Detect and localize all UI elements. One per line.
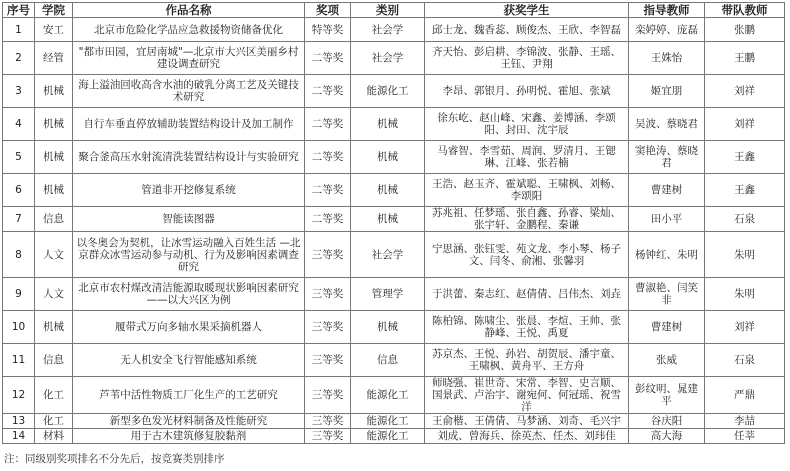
cell-college: 化工 — [35, 377, 73, 414]
cell-students: 苏兆祖、任梦瑶、张自鑫、孙睿、梁灿、张宇轩、金鹏程、秦谦 — [425, 207, 629, 232]
cell-category: 社会学 — [351, 18, 425, 42]
header-college: 学院 — [35, 3, 73, 18]
cell-students: 于洪蕾、秦志红、赵倩倩、吕伟杰、刘垚 — [425, 278, 629, 311]
cell-leader: 任莘 — [705, 429, 785, 444]
cell-leader: 朱明 — [705, 232, 785, 278]
table-row — [3, 141, 785, 174]
cell-no: 3 — [3, 75, 35, 108]
table-row — [3, 174, 785, 207]
cell-no: 1 — [3, 18, 35, 42]
cell-advisor: 高大海 — [629, 429, 705, 444]
cell-college: 信息 — [35, 207, 73, 232]
cell-category: 机械 — [351, 108, 425, 141]
table-row — [3, 414, 785, 429]
cell-leader: 李喆 — [705, 414, 785, 429]
cell-leader: 王鹏 — [705, 42, 785, 75]
cell-award: 二等奖 — [305, 108, 351, 141]
cell-title: 北京市农村煤改清洁能源取暖现状影响因素研究 ——以大兴区为例 — [73, 278, 305, 311]
cell-no: 13 — [3, 414, 35, 429]
cell-advisor: 王姝怡 — [629, 42, 705, 75]
cell-college: 安工 — [35, 18, 73, 42]
cell-students: 陈柏锦、陈啸尘、张晨、李煊、王帅、张静峰、王悦、禹夏 — [425, 311, 629, 344]
cell-award: 三等奖 — [305, 429, 351, 444]
table-row — [3, 232, 785, 278]
cell-advisor: 曹建树 — [629, 174, 705, 207]
cell-no: 5 — [3, 141, 35, 174]
cell-college: 材料 — [35, 429, 73, 444]
cell-no: 8 — [3, 232, 35, 278]
table-row — [3, 311, 785, 344]
cell-leader: 刘祥 — [705, 75, 785, 108]
cell-leader: 王鑫 — [705, 141, 785, 174]
cell-category: 机械 — [351, 174, 425, 207]
table-row — [3, 377, 785, 414]
header-no: 序号 — [3, 3, 35, 18]
cell-title: 海上溢油回收高含水油的破乳分离工艺及关键技术研究 — [73, 75, 305, 108]
cell-college: 人文 — [35, 278, 73, 311]
cell-students: 李昂、郭银月、孙明悦、霍旭、张斌 — [425, 75, 629, 108]
cell-advisor: 彭纹明、晁建平 — [629, 377, 705, 414]
cell-award: 三等奖 — [305, 377, 351, 414]
table-row — [3, 75, 785, 108]
cell-award: 二等奖 — [305, 141, 351, 174]
cell-award: 三等奖 — [305, 232, 351, 278]
awards-table — [2, 2, 785, 444]
cell-award: 三等奖 — [305, 344, 351, 377]
cell-award: 三等奖 — [305, 311, 351, 344]
table-row — [3, 278, 785, 311]
cell-no: 9 — [3, 278, 35, 311]
cell-no: 6 — [3, 174, 35, 207]
cell-advisor: 杨钟红、朱明 — [629, 232, 705, 278]
cell-category: 机械 — [351, 141, 425, 174]
cell-title: 北京市危险化学品应急救援物资储备优化 — [73, 18, 305, 42]
cell-category: 信息 — [351, 344, 425, 377]
header-award: 奖项 — [305, 3, 351, 18]
cell-award: 二等奖 — [305, 42, 351, 75]
cell-college: 机械 — [35, 75, 73, 108]
cell-title: 无人机安全飞行智能感知系统 — [73, 344, 305, 377]
cell-advisor: 张威 — [629, 344, 705, 377]
cell-no: 11 — [3, 344, 35, 377]
cell-title: 聚合釜高压水射流清洗装置结构设计与实验研究 — [73, 141, 305, 174]
cell-no: 10 — [3, 311, 35, 344]
cell-category: 能源化工 — [351, 75, 425, 108]
cell-advisor: 吴波、蔡晓君 — [629, 108, 705, 141]
cell-no: 12 — [3, 377, 35, 414]
cell-advisor: 曹淑艳、闫笑非 — [629, 278, 705, 311]
cell-category: 社会学 — [351, 42, 425, 75]
cell-students: 苏京杰、王悦、孙岩、胡贺辰、潘宇童、王啸枫、黄舟平、王方舟 — [425, 344, 629, 377]
cell-college: 机械 — [35, 108, 73, 141]
cell-students: 邱士龙、魏香蕊、顾俊杰、王欣、李智磊 — [425, 18, 629, 42]
cell-award: 特等奖 — [305, 18, 351, 42]
cell-students: 徐东屹、赵山峰、宋鑫、姜博涵、李颂阳、封田、沈宇辰 — [425, 108, 629, 141]
cell-leader: 刘祥 — [705, 108, 785, 141]
header-category: 类别 — [351, 3, 425, 18]
cell-advisor: 姬宜朋 — [629, 75, 705, 108]
cell-leader: 严鼎 — [705, 377, 785, 414]
table-body — [3, 18, 785, 444]
cell-title: 履带式万向多轴水果采摘机器人 — [73, 311, 305, 344]
table-header-row — [3, 3, 785, 18]
cell-title: 芦苇中活性物质工厂化生产的工艺研究 — [73, 377, 305, 414]
table-row — [3, 18, 785, 42]
cell-award: 三等奖 — [305, 278, 351, 311]
cell-leader: 石泉 — [705, 207, 785, 232]
table-row — [3, 207, 785, 232]
cell-no: 7 — [3, 207, 35, 232]
cell-no: 2 — [3, 42, 35, 75]
cell-category: 能源化工 — [351, 429, 425, 444]
cell-title: 自行车垂直停放辅助装置结构设计及加工制作 — [73, 108, 305, 141]
table-row — [3, 429, 785, 444]
header-leader: 带队教师 — [705, 3, 785, 18]
cell-no: 14 — [3, 429, 35, 444]
cell-leader: 刘祥 — [705, 311, 785, 344]
cell-category: 社会学 — [351, 232, 425, 278]
cell-category: 能源化工 — [351, 414, 425, 429]
cell-advisor: 谷庆阳 — [629, 414, 705, 429]
cell-no: 4 — [3, 108, 35, 141]
cell-category: 能源化工 — [351, 377, 425, 414]
cell-title: 智能读图器 — [73, 207, 305, 232]
table-row — [3, 108, 785, 141]
cell-leader: 石泉 — [705, 344, 785, 377]
cell-college: 机械 — [35, 311, 73, 344]
cell-award: 二等奖 — [305, 207, 351, 232]
cell-category: 机械 — [351, 311, 425, 344]
cell-students: 师晓强、崔世奇、宋常、李智、史言顺、国景武、卢治宇、谢宛何、何冠瑶、祝雪洋 — [425, 377, 629, 414]
cell-students: 刘成、曾海兵、徐英杰、任杰、刘玮佳 — [425, 429, 629, 444]
cell-category: 机械 — [351, 207, 425, 232]
table-row — [3, 344, 785, 377]
cell-leader: 朱明 — [705, 278, 785, 311]
cell-advisor: 栾婷婷、庞磊 — [629, 18, 705, 42]
cell-college: 人文 — [35, 232, 73, 278]
cell-title: 以冬奥会为契机，让冰雪运动融入百姓生活 —北京群众冰雪运动参与动机、行为及影响因素调查研究 — [73, 232, 305, 278]
cell-award: 二等奖 — [305, 75, 351, 108]
header-students: 获奖学生 — [425, 3, 629, 18]
cell-advisor: 窦艳涛、蔡晓君 — [629, 141, 705, 174]
cell-title: 用于古木建筑修复胶黏剂 — [73, 429, 305, 444]
cell-students: 王俞楷、王倩倩、马梦涵、刘奇、毛兴宇 — [425, 414, 629, 429]
cell-college: 机械 — [35, 141, 73, 174]
cell-title: "都市田园，宜居南城"—北京市大兴区美丽乡村建设调查研究 — [73, 42, 305, 75]
cell-advisor: 田小平 — [629, 207, 705, 232]
cell-leader: 张鹏 — [705, 18, 785, 42]
cell-students: 宁思涵、张钰雯、苑文龙、李小琴、杨子文、闫冬、俞湘、张馨羽 — [425, 232, 629, 278]
table-row — [3, 42, 785, 75]
cell-title: 新型多色发光材料制备及性能研究 — [73, 414, 305, 429]
cell-students: 王浩、赵玉齐、霍斌聪、王啸枫、刘畅、李颂阳 — [425, 174, 629, 207]
cell-students: 马睿智、李雪茹、周润、罗清月、王锶琳、江峰、张若楠 — [425, 141, 629, 174]
cell-title: 管道非开挖修复系统 — [73, 174, 305, 207]
cell-award: 三等奖 — [305, 414, 351, 429]
cell-college: 机械 — [35, 174, 73, 207]
cell-college: 化工 — [35, 414, 73, 429]
cell-advisor: 曹建树 — [629, 311, 705, 344]
header-advisor: 指导教师 — [629, 3, 705, 18]
cell-leader: 王鑫 — [705, 174, 785, 207]
footnote: 注：同级别奖项排名不分先后，按竞赛类别排序 — [4, 453, 225, 465]
cell-college: 信息 — [35, 344, 73, 377]
cell-award: 二等奖 — [305, 174, 351, 207]
cell-category: 管理学 — [351, 278, 425, 311]
cell-college: 经管 — [35, 42, 73, 75]
cell-students: 齐天怡、彭启耕、李锦波、张静、王瑶、王钰、尹翔 — [425, 42, 629, 75]
header-title: 作品名称 — [73, 3, 305, 18]
